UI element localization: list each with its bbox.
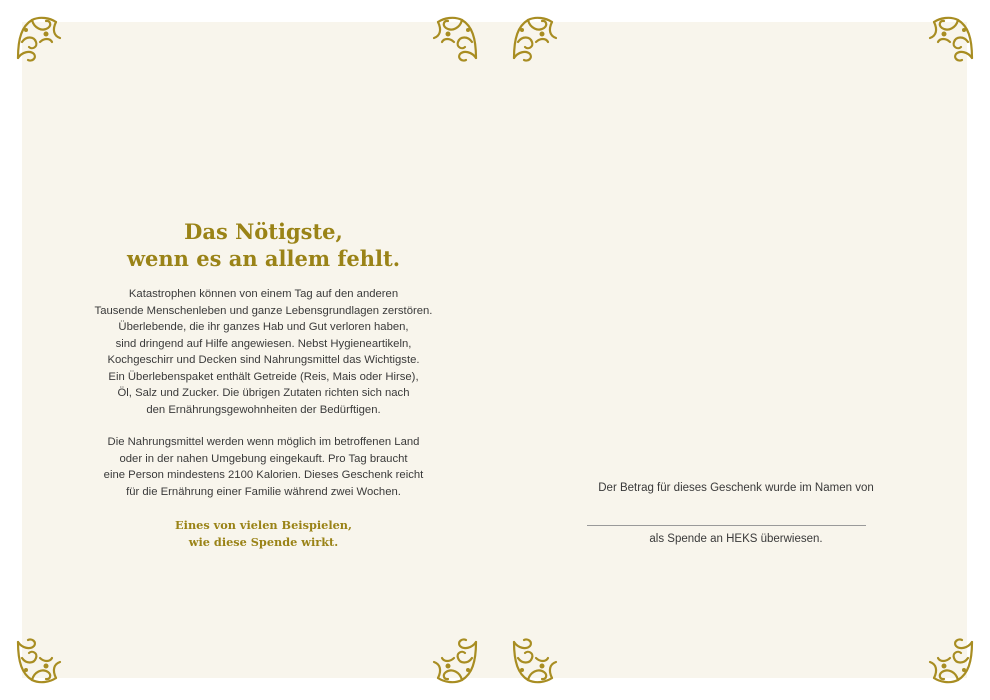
text-line: Ein Überlebenspaket enthält Getreide (Reis, Mais oder Hirse), — [108, 370, 419, 383]
corner-flourish-icon — [508, 636, 560, 688]
text-line: Öl, Salz und Zucker. Die übrigen Zutaten richten sich nach — [117, 387, 410, 399]
corner-flourish-icon — [926, 12, 978, 64]
donation-text-line-1: Der Betrag für dieses Geschenk wurde im Namen von — [598, 482, 874, 494]
text-line: eine Person mindestens 2100 Kalorien. Dieses Geschenk reicht — [103, 469, 424, 481]
card-title — [22, 218, 505, 272]
corner-flourish-icon — [926, 636, 978, 688]
description-paragraph-1 — [22, 286, 505, 418]
text-line: sind dringend auf Hilfe angewiesen. Nebst Hygieneartikeln, — [115, 337, 412, 350]
tagline-line: wie diese Spende wirkt. — [188, 535, 339, 549]
tagline-line: Eines von vielen Beispielen, — [175, 518, 352, 532]
text-line: den Ernährungsgewohnheiten der Bedürftigen. — [146, 403, 381, 416]
left-page — [22, 22, 505, 678]
title-line: Das Nötigste, — [184, 219, 343, 244]
corner-flourish-icon — [508, 12, 560, 64]
corner-flourish-icon — [12, 636, 64, 688]
corner-flourish-icon — [430, 636, 482, 688]
name-signature-line — [587, 525, 866, 526]
donation-text-line-2: als Spende an HEKS überwiesen. — [649, 533, 823, 545]
text-line: Überlebende, die ihr ganzes Hab und Gut verloren haben, — [118, 321, 409, 333]
corner-flourish-icon — [12, 12, 64, 64]
tagline — [22, 517, 505, 551]
corner-flourish-icon — [430, 12, 482, 64]
greeting-card — [22, 22, 967, 678]
title-line: wenn es an allem fehlt. — [126, 246, 401, 271]
text-line: für die Ernährung einer Familie während zwei Wochen. — [126, 485, 401, 498]
description-paragraph-2 — [22, 434, 505, 500]
text-line: Die Nahrungsmittel werden wenn möglich im betroffenen Land — [107, 436, 420, 448]
text-line: Tausende Menschenleben und ganze Lebensgrundlagen zerstören. — [94, 304, 433, 317]
right-page — [505, 22, 967, 678]
text-line: oder in der nahen Umgebung eingekauft. Pro Tag braucht — [119, 452, 408, 465]
text-line: Katastrophen können von einem Tag auf den anderen — [128, 288, 399, 300]
text-line: Kochgeschirr und Decken sind Nahrungsmittel das Wichtigste. — [107, 354, 420, 366]
